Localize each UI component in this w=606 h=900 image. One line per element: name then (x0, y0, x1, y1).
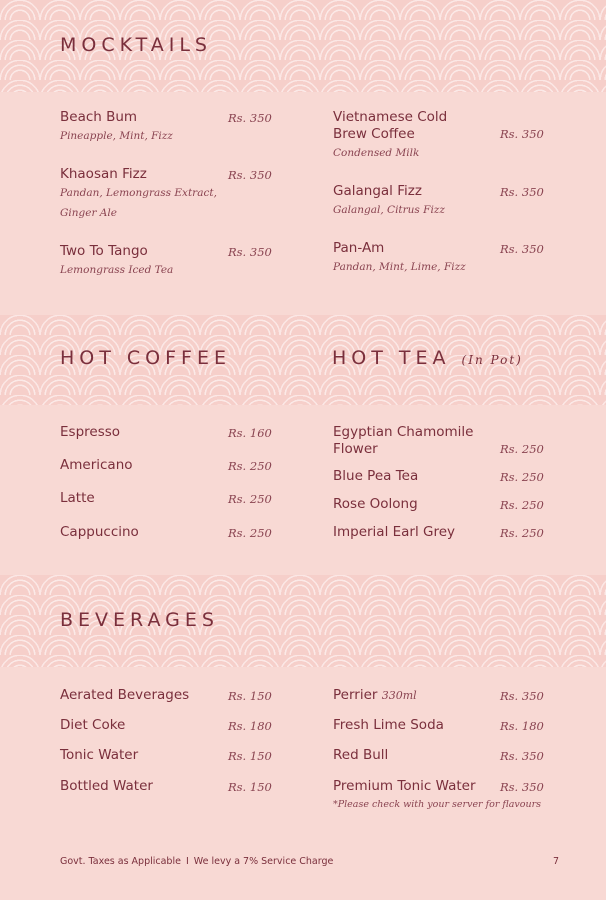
footer-taxes: Govt. Taxes as Applicable (60, 856, 181, 867)
item-price: Rs. 350 (500, 689, 544, 703)
footer-service-charge: We levy a 7% Service Charge (193, 856, 334, 867)
item-price: Rs. 350 (228, 111, 272, 125)
item-name-line: Egyptian Chamomile (333, 424, 474, 440)
menu-item-diet-coke: Diet Coke (60, 717, 126, 733)
menu-item-red-bull: Red Bull (333, 747, 389, 763)
item-name: Two To Tango (60, 243, 148, 259)
menu-item-khaosan-fizz (60, 166, 217, 223)
item-description: Pineapple, Mint, Fizz (60, 130, 173, 142)
section-subtitle: (In Pot) (461, 353, 523, 367)
menu-item-cappuccino: Cappuccino (60, 524, 139, 540)
section-title-beverages: BEVERAGES (60, 609, 219, 631)
item-price: Rs. 250 (500, 498, 544, 512)
item-name: Galangal Fizz (333, 183, 422, 199)
menu-item-aerated-beverages: Aerated Beverages (60, 687, 190, 703)
item-description-line: Pandan, Lemongrass Extract, (60, 187, 217, 199)
item-price: Rs. 250 (228, 459, 272, 473)
item-price: Rs. 150 (228, 780, 272, 794)
menu-item-premium-tonic-water: Premium Tonic Water (333, 778, 476, 794)
item-price: Rs. 160 (228, 426, 272, 440)
menu-item-vietnamese-cold-brew (333, 109, 447, 163)
section-title-hot-coffee: HOT COFFEE (60, 347, 231, 369)
item-name: Khaosan Fizz (60, 166, 147, 182)
item-price: Rs. 350 (500, 242, 544, 256)
item-price: Rs. 250 (500, 470, 544, 484)
menu-item-latte: Latte (60, 490, 95, 506)
item-unit: 330ml (381, 689, 417, 702)
menu-item-bottled-water: Bottled Water (60, 778, 153, 794)
menu-item-imperial-earl-grey: Imperial Earl Grey (333, 524, 456, 540)
menu-item-rose-oolong: Rose Oolong (333, 496, 418, 512)
item-description: Pandan, Mint, Lime, Fizz (333, 261, 466, 273)
menu-item-galangal-fizz (333, 183, 445, 220)
item-price: Rs. 250 (500, 442, 544, 456)
item-price: Rs. 250 (228, 526, 272, 540)
item-price: Rs. 350 (500, 749, 544, 763)
item-description: Galangal, Citrus Fizz (333, 204, 445, 216)
menu-item-beach-bum (60, 109, 173, 146)
menu-item-perrier (333, 687, 417, 704)
item-price: Rs. 350 (228, 168, 272, 182)
menu-item-two-to-tango (60, 243, 173, 280)
menu-item-egyptian-chamomile (333, 424, 473, 458)
item-price: Rs. 350 (500, 127, 544, 141)
menu-item-espresso: Espresso (60, 424, 121, 440)
item-name: Beach Bum (60, 109, 138, 125)
item-price: Rs. 180 (228, 719, 272, 733)
item-price: Rs. 150 (228, 749, 272, 763)
menu-item-pan-am (333, 240, 466, 277)
section-title-mocktails: MOCKTAILS (60, 34, 212, 56)
page-number: 7 (553, 856, 560, 867)
menu-item-americano: Americano (60, 457, 133, 473)
item-price: Rs. 350 (500, 780, 544, 794)
item-price: Rs. 250 (228, 492, 272, 506)
section-title-text: HOT TEA (332, 347, 451, 369)
item-price: Rs. 250 (500, 526, 544, 540)
item-price: Rs. 150 (228, 689, 272, 703)
item-name-line: Vietnamese Cold (333, 109, 448, 125)
section-title-hot-tea (332, 347, 523, 369)
flavours-note: *Please check with your server for flavours (333, 799, 542, 810)
item-name-line: Flower (333, 441, 378, 457)
item-price: Rs. 180 (500, 719, 544, 733)
footer-separator: I (185, 856, 189, 867)
item-name: Pan-Am (333, 240, 385, 256)
item-price: Rs. 350 (228, 245, 272, 259)
item-description: Lemongrass Iced Tea (60, 264, 174, 276)
item-name-line: Brew Coffee (333, 126, 415, 142)
menu-item-fresh-lime-soda: Fresh Lime Soda (333, 717, 444, 733)
item-name: Perrier (333, 687, 378, 703)
menu-item-blue-pea-tea: Blue Pea Tea (333, 468, 419, 484)
item-description-line: Ginger Ale (60, 207, 117, 219)
item-price: Rs. 350 (500, 185, 544, 199)
menu-item-tonic-water: Tonic Water (60, 747, 139, 763)
footer (60, 856, 333, 867)
item-description: Condensed Milk (333, 147, 420, 159)
